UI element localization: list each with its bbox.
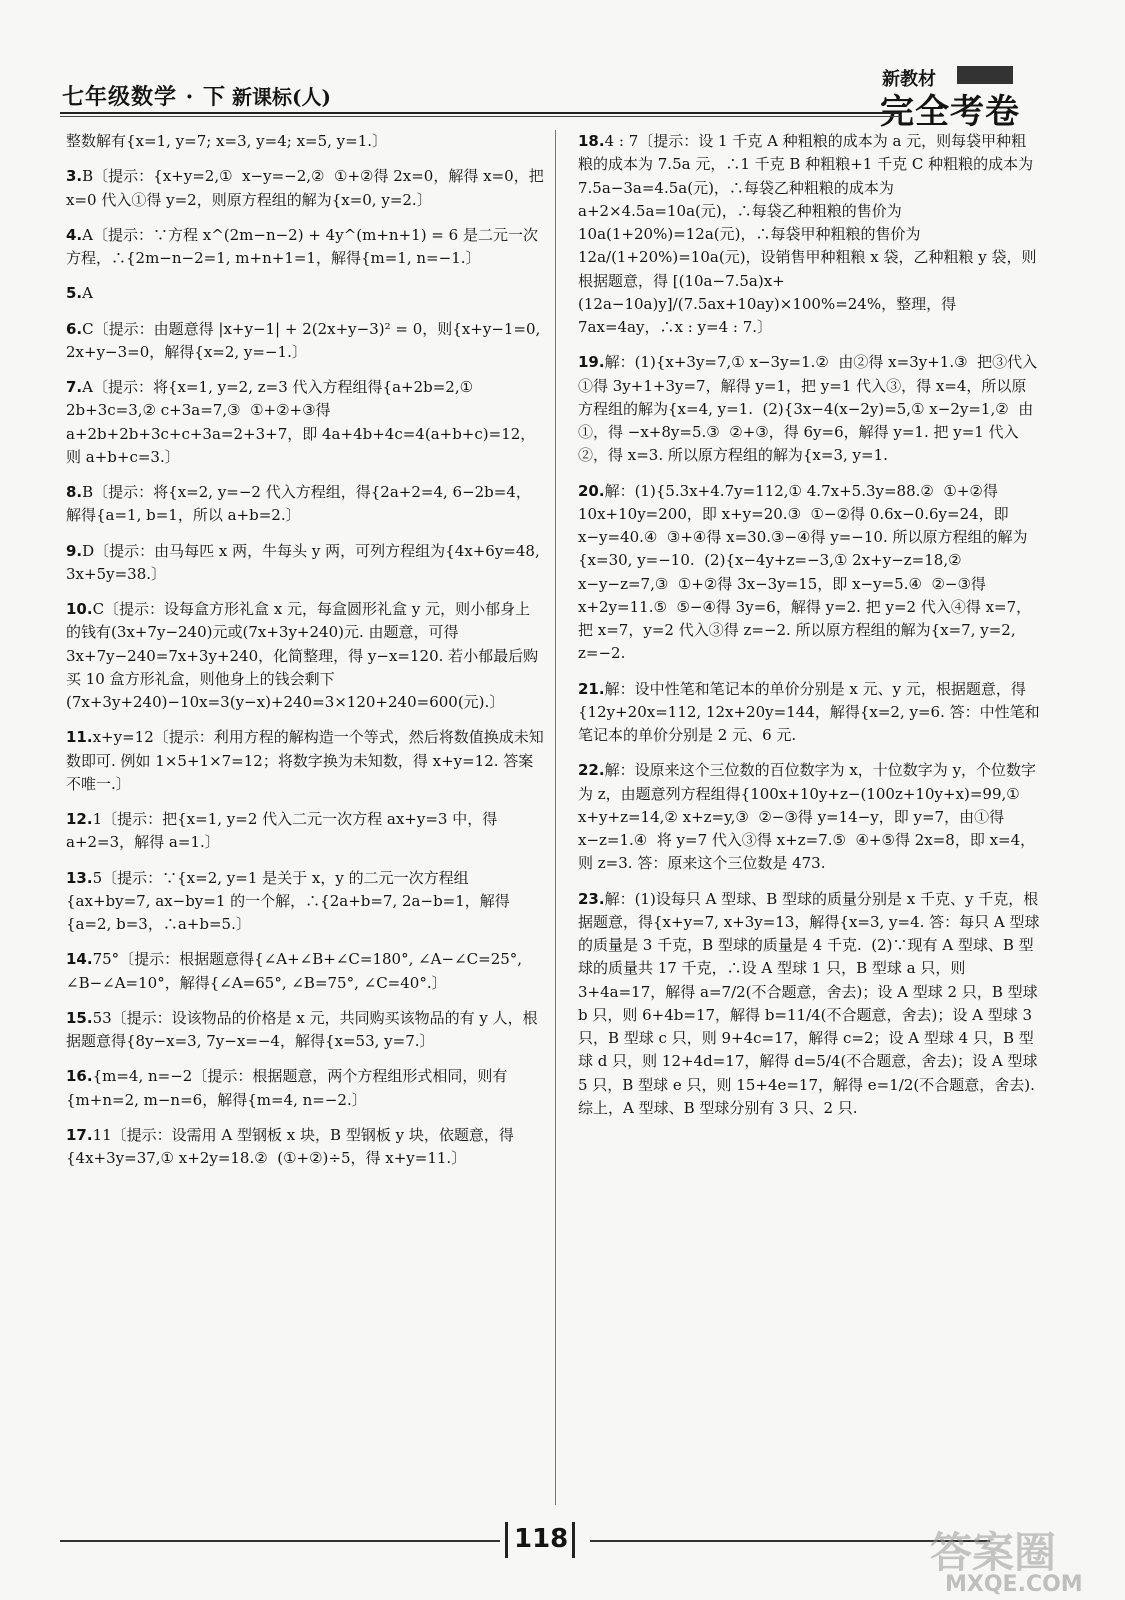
answer-item: 整数解有{x=1, y=7; x=3, y=4; x=5, y=1.〕 [66,132,388,150]
header-rule [60,112,900,114]
watermark-url: MXQE.COM [945,1572,1083,1597]
page-number-bar-left [505,1522,508,1558]
page-header [0,0,1125,130]
footer-rule-left [60,1540,500,1542]
brand-subtitle: 新教材 [882,69,936,90]
answer-item: 15.53〔提示：设该物品的价格是 x 元，共同购买该物品的有 y 人，根据题意得{8y−x=3, 7y−x=−4，解得{x=53, y=7.〕 [66,1008,538,1050]
answer-item: 22.解：设原来这个三位数的百位数字为 x，十位数字为 y，个位数字为 z，由题意列方程组得{100x+10y+z−(100z+10y+x)=99,① x+y+z=14,② x+z=y,③ ②−③得 y=14−y，即 y=7，由①得 x−z=1.④ 将 y=7 代入③得 x+z=7.⑤ ④+⑤得 2x=8，即 x=4，则 z=3. 答：原来这个三位数是 473. [578,761,1037,873]
brand-logo: 完全考卷 [880,92,1020,132]
watermark-logo: 答案圈 [930,1528,1057,1577]
answer-item: 3.B〔提示：{x+y=2,① x−y=−2,② ①+②得 2x=0，解得 x=0，把 x=0 代入①得 y=2，则原方程组的解为{x=0, y=2.〕 [66,167,549,209]
answer-item: 4.A〔提示：∵方程 x^(2m−n−2) + 4y^(m+n+1) = 6 是二元一次方程，∴{2m−n−2=1, m+n+1=1，解得{m=1, n=−1.〕 [66,225,538,267]
answer-item: 21.解：设中性笔和笔记本的单价分别是 x 元、y 元，根据题意，得{12y+20x=112, 12x+20y=144，解得{x=2, y=6. 答：中性笔和笔记本的单价分别是 2 元、6 元. [578,679,1040,744]
answer-item: 13.5〔提示：∵{x=2, y=1 是关于 x，y 的二元一次方程组{ax+by=7, ax−by=1 的一个解，∴{2a+b=7, 2a−b=1，解得{a=2, b=3，∴a+b=5.〕 [66,868,510,933]
answer-item: 18.4 : 7〔提示：设 1 千克 A 种粗粮的成本为 a 元，则每袋甲种粗粮的成本为 7.5a 元，∴1 千克 B 种粗粮+1 千克 C 种粗粮的成本为 7.5a−3a=4.5a(元)，∴每袋乙种粗粮的成本为 a+2×4.5a=10a(元)，∴每袋乙种粗粮的售价为 10a(1+20%)=12a(元)，∴每袋甲种粗粮的售价为 12a/(1+20%)=10a(元)，设销售甲种粗粮 x 袋，乙种粗粮 y 袋，则根据题意，得 [(10a−7.5a)x+(12a−10a)y]/(7.5ax+10ay)×100%=24%，整理，得 7ax=4ay，∴x : y=4 : 7.〕 [578,132,1038,336]
page-number-bar-right [572,1522,575,1558]
left-column [66,130,549,1182]
header-rule-thin [60,116,900,117]
right-column [578,130,1043,1132]
answer-item: 12.1〔提示：把{x=1, y=2 代入二元一次方程 ax+y=3 中，得 a+2=3，解得 a=1.〕 [66,810,503,852]
answer-item: 19.解：(1){x+3y=7,① x−3y=1.② 由②得 x=3y+1.③ 把③代入①得 3y+1+3y=7，解得 y=1，把 y=1 代入③，得 x=4，所以原方程组的解为{x=4, y=1. (2){3x−4(x−2y)=5,① x−2y=1,② 由①，得 −x+8y=5.③ ②+③，得 6y=6，解得 y=1. 把 y=1 代入②，得 x=3. 所以原方程组的解为{x=3, y=1. [578,353,1038,465]
answer-item: 7.A〔提示：将{x=1, y=2, z=3 代入方程组得{a+2b=2,① 2b+3c=3,② c+3a=7,③ ①+②+③得 a+2b+2b+3c+c+3a=2+3+7，即 4a+4b+4c=4(a+b+c)=12，则 a+b+c=3.〕 [66,378,536,466]
book-title: 七年级数学 · 下 [62,84,226,110]
answer-item: 8.B〔提示：将{x=2, y=−2 代入方程组，得{2a+2=4, 6−2b=4，解得{a=1, b=1，所以 a+b=2.〕 [66,483,531,525]
answer-item: 5.A [66,284,93,303]
page-number: 118 [514,1524,569,1554]
answer-item: 17.11〔提示：设需用 A 型钢板 x 块，B 型钢板 y 块，依题意，得{4x+3y=37,① x+2y=18.② (①+②)÷5，得 x+y=11.〕 [66,1125,514,1167]
answer-item: 14.75°〔提示：根据题意得{∠A+∠B+∠C=180°, ∠A−∠C=25°, ∠B−∠A=10°，解得{∠A=65°, ∠B=75°, ∠C=40°.〕 [66,950,527,992]
edition-label: 新课标(人) [232,85,331,109]
brand-decoration [957,66,1013,84]
page-footer [0,1510,1125,1600]
answer-item: 23.解：(1)设每只 A 型球、B 型球的质量分别是 x 千克、y 千克，根据题意，得{x+y=7, x+3y=13，解得{x=3, y=4. 答：每只 A 型球的质量是 3 千克，B 型球的质量是 4 千克. (2)∵现有 A 型球、B 型球的质量共 17 千克，∴设 A 型球 1 只，B 型球 a 只，则 3+4a=17，解得 a=7/2(不合题意，舍去)；设 A 型球 2 只，B 型球 b 只，则 6+4b=17，解得 b=11/4(不合题意，舍去)；设 A 型球 3 只，B 型球 c 只，则 9+4c=17，解得 c=2；设 A 型球 4 只，B 型球 d 只，则 12+4d=17，解得 d=5/4(不合题意，舍去)；设 A 型球 5 只，B 型球 e 只，则 15+4e=17，解得 e=1/2(不合题意，舍去). 综上，A 型球、B 型球分别有 3 只、2 只. [578,889,1043,1117]
answer-item: 16.{m=4, n=−2〔提示：根据题意，两个方程组形式相同，则有{m+n=2, m−n=6，解得{m=4, n=−2.〕 [66,1067,508,1109]
answer-item: 11.x+y=12〔提示：利用方程的解构造一个等式，然后将数值换成未知数即可. 例如 1×5+1×7=12；将数字换为未知数，得 x+y=12. 答案不唯一.〕 [66,728,544,793]
answer-item: 10.C〔提示：设每盒方形礼盒 x 元，每盒圆形礼盒 y 元，则小郁身上的钱有(3x+7y−240)元或(7x+3y+240)元. 由题意，可得 3x+7y−240=7x+3y+240，化简整理，得 y−x=120. 若小郁最后购买 10 盒方形礼盒，则他身上的钱会剩下(7x+3y+240)−10x=3(y−x)+240=3×120+240=600(元).〕 [66,600,539,711]
answer-item: 6.C〔提示：由题意得 |x+y−1| + 2(2x+y−3)² = 0，则{x+y−1=0, 2x+y−3=0，解得{x=2, y=−1.〕 [66,319,546,361]
answer-item: 20.解：(1){5.3x+4.7y=112,① 4.7x+5.3y=88.② ①+②得 10x+10y=200，即 x+y=20.③ ①−②得 0.6x−0.6y=24，即 x−y=40.④ ③+④得 x=30.③−④得 y=−10. 所以原方程组的解为{x=30, y=−10. (2){x−4y+z=−3,① 2x+y−z=18,② x−y−z=7,③ ①+②得 3x−3y=15，即 x−y=5.④ ②−③得 x+2y=11.⑤ ⑤−④得 3y=6，解得 y=2. 把 y=2 代入④得 x=7，把 x=7，y=2 代入③得 z=−2. 所以原方程组的解为{x=7, y=2, z=−2. [578,481,1032,663]
answer-item: 9.D〔提示：由马每匹 x 两，牛每头 y 两，可列方程组为{4x+6y=48, 3x+5y=38.〕 [66,541,545,583]
column-divider [555,130,556,1505]
